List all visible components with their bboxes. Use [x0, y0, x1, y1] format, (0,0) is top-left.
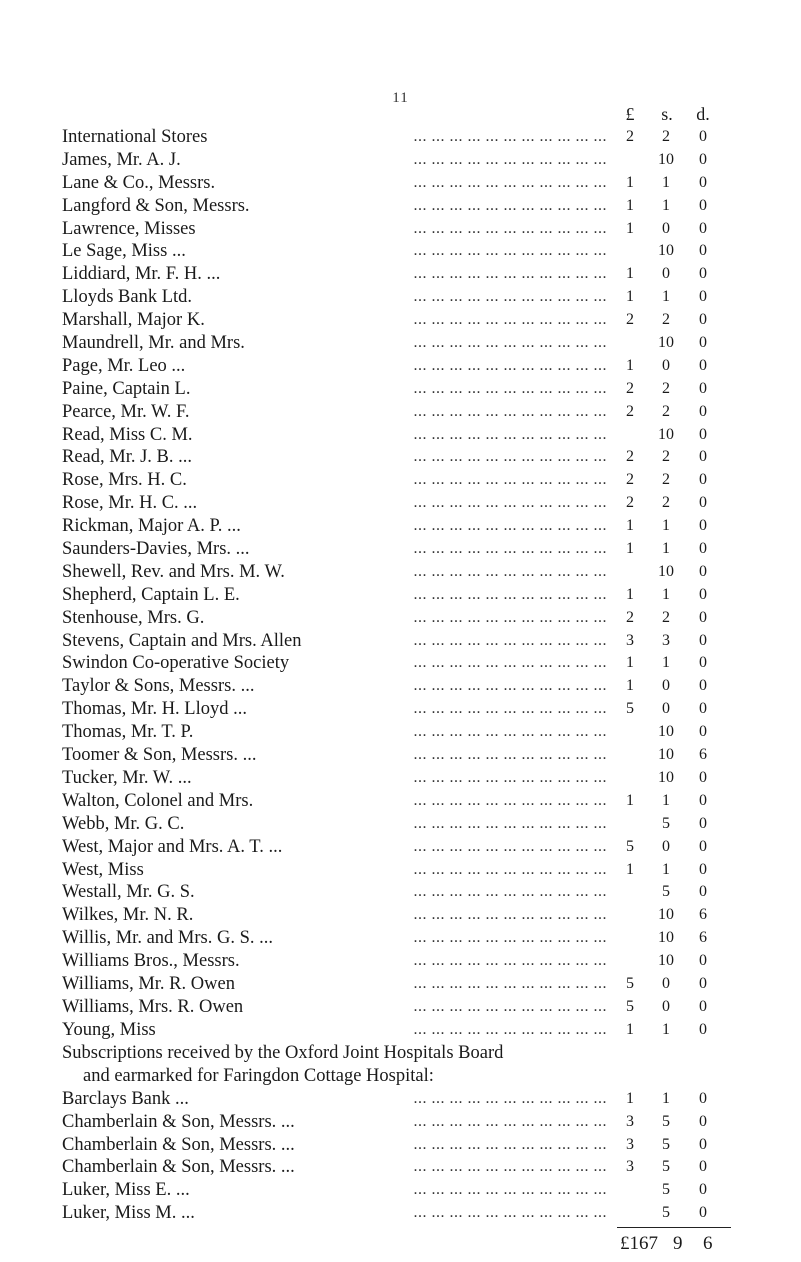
- subscriber-name: Taylor & Sons, Messrs. ...: [62, 676, 255, 697]
- pence-amount: 0: [699, 219, 707, 237]
- subscription-row: [62, 401, 792, 424]
- subscriber-name: Shewell, Rev. and Mrs. M. W.: [62, 561, 285, 582]
- shillings-amount: 10: [658, 334, 674, 352]
- pounds-amount: 1: [626, 677, 634, 695]
- dot-leader: ... ... ... ... ... ... ... ... ... ... ...: [413, 677, 607, 695]
- pence-amount: 0: [699, 814, 707, 832]
- shillings-amount: 0: [662, 265, 670, 283]
- pounds-amount: 3: [626, 1158, 634, 1176]
- dot-leader: ... ... ... ... ... ... ... ... ... ... ...: [413, 540, 607, 558]
- subscriber-name: West, Major and Mrs. A. T. ...: [62, 836, 283, 857]
- shillings-amount: 10: [658, 906, 674, 924]
- shillings-amount: 5: [662, 1158, 670, 1176]
- subscription-row: [62, 996, 792, 1019]
- subscriber-name: Swindon Co-operative Society: [62, 653, 290, 674]
- pounds-amount: 1: [626, 654, 634, 672]
- shillings-amount: 2: [662, 311, 670, 329]
- pence-amount: 0: [699, 1204, 707, 1222]
- pounds-amount: 1: [626, 585, 634, 603]
- dot-leader: ... ... ... ... ... ... ... ... ... ... ...: [413, 517, 607, 535]
- pounds-amount: 2: [626, 379, 634, 397]
- subscriber-list: [62, 126, 792, 1042]
- earmark-note-line-1: Subscriptions received by the Oxford Joint Hospitals Board: [62, 1043, 504, 1063]
- subscriber-name: Williams, Mrs. R. Owen: [62, 996, 244, 1017]
- total-rule: [617, 1227, 731, 1228]
- shillings-amount: 2: [662, 608, 670, 626]
- pence-amount: 0: [699, 494, 707, 512]
- pounds-column-heading: £: [625, 104, 635, 124]
- subscription-row: [62, 1111, 792, 1134]
- pounds-amount: 5: [626, 837, 634, 855]
- subscriber-name: Pearce, Mr. W. F.: [62, 401, 190, 422]
- subscription-row: [62, 240, 792, 263]
- shillings-amount: 1: [662, 1020, 670, 1038]
- subscriber-name: Wilkes, Mr. N. R.: [62, 905, 194, 926]
- subscription-row: [62, 1179, 792, 1202]
- dot-leader: ... ... ... ... ... ... ... ... ... ... ...: [413, 173, 607, 191]
- subscriber-name: Thomas, Mr. T. P.: [62, 722, 194, 743]
- pence-amount: 0: [699, 883, 707, 901]
- subscriber-name: Chamberlain & Son, Messrs. ...: [62, 1157, 295, 1178]
- subscriber-name: Williams Bros., Messrs.: [62, 951, 240, 972]
- total-shillings: 9: [673, 1233, 683, 1255]
- pence-amount: 0: [699, 150, 707, 168]
- dot-leader: ... ... ... ... ... ... ... ... ... ... ...: [413, 814, 607, 832]
- pence-amount: 0: [699, 654, 707, 672]
- subscriber-name: Maundrell, Mr. and Mrs.: [62, 333, 245, 354]
- pence-amount: 0: [699, 677, 707, 695]
- subscriber-name: Barclays Bank ...: [62, 1088, 189, 1109]
- subscription-row: [62, 744, 792, 767]
- shillings-amount: 1: [662, 654, 670, 672]
- shillings-amount: 0: [662, 700, 670, 718]
- dot-leader: ... ... ... ... ... ... ... ... ... ... ...: [413, 906, 607, 924]
- subscription-row: [62, 584, 792, 607]
- shillings-amount: 5: [662, 1112, 670, 1130]
- shillings-amount: 0: [662, 837, 670, 855]
- dot-leader: ... ... ... ... ... ... ... ... ... ... ...: [413, 265, 607, 283]
- subscription-row: [62, 652, 792, 675]
- dot-leader: ... ... ... ... ... ... ... ... ... ... ...: [413, 219, 607, 237]
- subscriber-name: Webb, Mr. G. C.: [62, 813, 185, 834]
- shillings-amount: 1: [662, 791, 670, 809]
- pounds-amount: 2: [626, 311, 634, 329]
- dot-leader: ... ... ... ... ... ... ... ... ... ... ...: [413, 471, 607, 489]
- subscriber-name: Langford & Son, Messrs.: [62, 195, 250, 216]
- subscription-row: [62, 1156, 792, 1179]
- pounds-amount: 2: [626, 471, 634, 489]
- subscription-row: [62, 1019, 792, 1042]
- subscriber-name: Rose, Mrs. H. C.: [62, 470, 187, 491]
- pence-amount: 0: [699, 425, 707, 443]
- subscriber-name: Le Sage, Miss ...: [62, 241, 186, 262]
- subscription-row: [62, 172, 792, 195]
- subscription-row: [62, 469, 792, 492]
- pounds-amount: 1: [626, 860, 634, 878]
- pence-amount: 0: [699, 356, 707, 374]
- subscription-row: [62, 446, 792, 469]
- pence-amount: 0: [699, 173, 707, 191]
- subscription-row: [62, 286, 792, 309]
- subscription-row: [62, 630, 792, 653]
- pence-amount: 6: [699, 746, 707, 764]
- pence-amount: 6: [699, 929, 707, 947]
- shillings-amount: 5: [662, 1181, 670, 1199]
- subscription-row: [62, 263, 792, 286]
- dot-leader: ... ... ... ... ... ... ... ... ... ... ...: [413, 631, 607, 649]
- subscriber-name: Stevens, Captain and Mrs. Allen: [62, 630, 302, 651]
- shillings-amount: 1: [662, 517, 670, 535]
- subscription-row: [62, 538, 792, 561]
- pounds-amount: 1: [626, 173, 634, 191]
- subscription-row: [62, 859, 792, 882]
- dot-leader: ... ... ... ... ... ... ... ... ... ... ...: [413, 883, 607, 901]
- subscriber-name: Toomer & Son, Messrs. ...: [62, 745, 257, 766]
- subscription-row: [62, 767, 792, 790]
- shillings-amount: 5: [662, 1135, 670, 1153]
- shillings-amount: 10: [658, 562, 674, 580]
- subscriber-name: Luker, Miss M. ...: [62, 1203, 195, 1224]
- subscriber-name: Saunders-Davies, Mrs. ...: [62, 539, 250, 560]
- shillings-amount: 10: [658, 425, 674, 443]
- shillings-amount: 10: [658, 929, 674, 947]
- pounds-amount: 3: [626, 1135, 634, 1153]
- subscriber-name: Stenhouse, Mrs. G.: [62, 607, 205, 628]
- pence-amount: 0: [699, 997, 707, 1015]
- dot-leader: ... ... ... ... ... ... ... ... ... ... ...: [413, 952, 607, 970]
- grand-total: [617, 1231, 731, 1257]
- pounds-amount: 1: [626, 265, 634, 283]
- shillings-amount: 1: [662, 860, 670, 878]
- subscriber-name: International Stores: [62, 127, 208, 147]
- pounds-amount: 3: [626, 631, 634, 649]
- shillings-amount: 5: [662, 883, 670, 901]
- subscription-row: [62, 355, 792, 378]
- earmarked-subscriber-list: [62, 1088, 792, 1225]
- pence-amount: 0: [699, 196, 707, 214]
- pounds-amount: 1: [626, 356, 634, 374]
- subscription-row: [62, 309, 792, 332]
- subscriber-name: Shepherd, Captain L. E.: [62, 584, 240, 605]
- pence-amount: 0: [699, 1112, 707, 1130]
- dot-leader: ... ... ... ... ... ... ... ... ... ... ...: [413, 1112, 607, 1130]
- shillings-amount: 10: [658, 746, 674, 764]
- dot-leader: ... ... ... ... ... ... ... ... ... ... ...: [413, 494, 607, 512]
- pence-amount: 0: [699, 448, 707, 466]
- dot-leader: ... ... ... ... ... ... ... ... ... ... ...: [413, 585, 607, 603]
- subscriber-name: Lawrence, Misses: [62, 218, 196, 239]
- shillings-amount: 1: [662, 585, 670, 603]
- shillings-amount: 5: [662, 814, 670, 832]
- shillings-amount: 0: [662, 997, 670, 1015]
- pence-amount: 0: [699, 128, 707, 145]
- dot-leader: ... ... ... ... ... ... ... ... ... ... ...: [413, 334, 607, 352]
- dot-leader: ... ... ... ... ... ... ... ... ... ... ...: [413, 860, 607, 878]
- shillings-amount: 10: [658, 242, 674, 260]
- pence-amount: 0: [699, 288, 707, 306]
- pounds-amount: 2: [626, 128, 634, 145]
- pence-amount: 0: [699, 768, 707, 786]
- pence-amount: 0: [699, 562, 707, 580]
- pounds-amount: 5: [626, 997, 634, 1015]
- subscription-row: [62, 973, 792, 996]
- subscription-row: [62, 332, 792, 355]
- pounds-amount: 2: [626, 608, 634, 626]
- pence-amount: 0: [699, 1181, 707, 1199]
- dot-leader: ... ... ... ... ... ... ... ... ... ... ...: [413, 150, 607, 168]
- pounds-amount: 1: [626, 791, 634, 809]
- subscription-row: [62, 195, 792, 218]
- shillings-amount: 2: [662, 402, 670, 420]
- pounds-amount: 1: [626, 219, 634, 237]
- subscriber-name: Read, Miss C. M.: [62, 424, 193, 445]
- pence-amount: 0: [699, 402, 707, 420]
- dot-leader: ... ... ... ... ... ... ... ... ... ... ...: [413, 356, 607, 374]
- dot-leader: ... ... ... ... ... ... ... ... ... ... ...: [413, 746, 607, 764]
- shillings-amount: 10: [658, 723, 674, 741]
- shillings-amount: 1: [662, 196, 670, 214]
- subscription-row: [62, 881, 792, 904]
- page-number: 11: [392, 90, 409, 106]
- subscriber-name: Williams, Mr. R. Owen: [62, 973, 235, 994]
- dot-leader: ... ... ... ... ... ... ... ... ... ... ...: [413, 837, 607, 855]
- subscriber-name: Westall, Mr. G. S.: [62, 882, 195, 903]
- pence-amount: 0: [699, 265, 707, 283]
- pence-amount: 0: [699, 311, 707, 329]
- pounds-amount: 1: [626, 540, 634, 558]
- subscriber-name: Lloyds Bank Ltd.: [62, 287, 193, 308]
- subscription-row: [62, 790, 792, 813]
- dot-leader: ... ... ... ... ... ... ... ... ... ... ...: [413, 425, 607, 443]
- pence-amount: 0: [699, 723, 707, 741]
- shillings-amount: 1: [662, 1089, 670, 1107]
- dot-leader: ... ... ... ... ... ... ... ... ... ... ...: [413, 791, 607, 809]
- pence-amount: 0: [699, 860, 707, 878]
- subscriber-name: Paine, Captain L.: [62, 378, 191, 399]
- subscriber-name: Marshall, Major K.: [62, 310, 205, 331]
- subscription-row: [62, 424, 792, 447]
- dot-leader: ... ... ... ... ... ... ... ... ... ... ...: [413, 700, 607, 718]
- dot-leader: ... ... ... ... ... ... ... ... ... ... ...: [413, 402, 607, 420]
- shillings-amount: 10: [658, 952, 674, 970]
- subscriber-name: Lane & Co., Messrs.: [62, 172, 216, 193]
- subscription-row: [62, 1088, 792, 1111]
- pounds-amount: 1: [626, 196, 634, 214]
- subscriber-name: Chamberlain & Son, Messrs. ...: [62, 1111, 295, 1132]
- pence-amount: 0: [699, 631, 707, 649]
- dot-leader: ... ... ... ... ... ... ... ... ... ... ...: [413, 196, 607, 214]
- subscription-row: [62, 836, 792, 859]
- dot-leader: ... ... ... ... ... ... ... ... ... ... ...: [413, 608, 607, 626]
- pounds-amount: 1: [626, 1089, 634, 1107]
- shillings-amount: 2: [662, 448, 670, 466]
- pence-amount: 0: [699, 837, 707, 855]
- shillings-amount: 1: [662, 173, 670, 191]
- pence-amount: 0: [699, 517, 707, 535]
- pounds-amount: 3: [626, 1112, 634, 1130]
- pence-amount: 0: [699, 1135, 707, 1153]
- pence-amount: 0: [699, 700, 707, 718]
- pounds-amount: 5: [626, 974, 634, 992]
- subscription-row: [62, 218, 792, 241]
- pence-amount: 6: [699, 906, 707, 924]
- pence-amount: 0: [699, 334, 707, 352]
- dot-leader: ... ... ... ... ... ... ... ... ... ... ...: [413, 929, 607, 947]
- dot-leader: ... ... ... ... ... ... ... ... ... ... ...: [413, 974, 607, 992]
- shillings-amount: 5: [662, 1204, 670, 1222]
- total-pence: 6: [703, 1233, 713, 1255]
- pounds-amount: 1: [626, 517, 634, 535]
- pounds-amount: 1: [626, 1020, 634, 1038]
- dot-leader: ... ... ... ... ... ... ... ... ... ... ...: [413, 1089, 607, 1107]
- shillings-amount: 10: [658, 768, 674, 786]
- subscription-row: [62, 675, 792, 698]
- subscription-row: [62, 698, 792, 721]
- pence-amount: 0: [699, 1089, 707, 1107]
- pence-amount: 0: [699, 974, 707, 992]
- shillings-amount: 0: [662, 677, 670, 695]
- subscription-row: [62, 561, 792, 584]
- pounds-amount: 2: [626, 402, 634, 420]
- subscription-row: [62, 149, 792, 172]
- earmark-note-line-2: and earmarked for Faringdon Cottage Hospital:: [83, 1065, 434, 1086]
- dot-leader: ... ... ... ... ... ... ... ... ... ... ...: [413, 562, 607, 580]
- dot-leader: ... ... ... ... ... ... ... ... ... ... ...: [413, 768, 607, 786]
- pence-amount: 0: [699, 585, 707, 603]
- pence-amount: 0: [699, 379, 707, 397]
- subscriber-name: James, Mr. A. J.: [62, 149, 181, 170]
- shillings-amount: 1: [662, 288, 670, 306]
- pence-column-heading: d.: [696, 104, 710, 124]
- shillings-amount: 0: [662, 219, 670, 237]
- subscriber-name: Read, Mr. J. B. ...: [62, 447, 193, 468]
- shillings-amount: 0: [662, 974, 670, 992]
- pence-amount: 0: [699, 1158, 707, 1176]
- dot-leader: ... ... ... ... ... ... ... ... ... ... ...: [413, 1204, 607, 1222]
- dot-leader: ... ... ... ... ... ... ... ... ... ... ...: [413, 128, 607, 145]
- dot-leader: ... ... ... ... ... ... ... ... ... ... ...: [413, 1181, 607, 1199]
- subscriber-name: Rose, Mr. H. C. ...: [62, 493, 198, 514]
- pounds-amount: 2: [626, 448, 634, 466]
- subscriber-name: Tucker, Mr. W. ...: [62, 767, 192, 788]
- dot-leader: ... ... ... ... ... ... ... ... ... ... ...: [413, 242, 607, 260]
- pence-amount: 0: [699, 1020, 707, 1038]
- subscriber-name: Young, Miss: [62, 1019, 156, 1040]
- dot-leader: ... ... ... ... ... ... ... ... ... ... ...: [413, 723, 607, 741]
- subscriber-name: Walton, Colonel and Mrs.: [62, 790, 254, 811]
- subscription-row: [62, 1202, 792, 1225]
- dot-leader: ... ... ... ... ... ... ... ... ... ... ...: [413, 997, 607, 1015]
- pence-amount: 0: [699, 608, 707, 626]
- subscription-row: [62, 813, 792, 836]
- subscription-row: [62, 515, 792, 538]
- shillings-amount: 10: [658, 150, 674, 168]
- subscriber-name: Rickman, Major A. P. ...: [62, 516, 241, 537]
- pence-amount: 0: [699, 242, 707, 260]
- dot-leader: ... ... ... ... ... ... ... ... ... ... ...: [413, 1158, 607, 1176]
- dot-leader: ... ... ... ... ... ... ... ... ... ... ...: [413, 1135, 607, 1153]
- shillings-amount: 2: [662, 471, 670, 489]
- subscription-row: [62, 1134, 792, 1157]
- shillings-amount: 2: [662, 494, 670, 512]
- dot-leader: ... ... ... ... ... ... ... ... ... ... ...: [413, 379, 607, 397]
- subscriber-name: Luker, Miss E. ...: [62, 1180, 190, 1201]
- dot-leader: ... ... ... ... ... ... ... ... ... ... ...: [413, 654, 607, 672]
- subscription-row: [62, 950, 792, 973]
- total-pounds: £167: [620, 1233, 658, 1255]
- subscriber-name: Page, Mr. Leo ...: [62, 355, 186, 376]
- subscription-row: [62, 904, 792, 927]
- pence-amount: 0: [699, 791, 707, 809]
- subscription-row: [62, 492, 792, 515]
- dot-leader: ... ... ... ... ... ... ... ... ... ... ...: [413, 311, 607, 329]
- shillings-column-heading: s.: [661, 104, 673, 124]
- subscriber-name: Chamberlain & Son, Messrs. ...: [62, 1134, 295, 1155]
- shillings-amount: 1: [662, 540, 670, 558]
- shillings-amount: 3: [662, 631, 670, 649]
- dot-leader: ... ... ... ... ... ... ... ... ... ... ...: [413, 1020, 607, 1038]
- shillings-amount: 0: [662, 356, 670, 374]
- subscriber-name: Thomas, Mr. H. Lloyd ...: [62, 699, 247, 720]
- subscriber-name: Willis, Mr. and Mrs. G. S. ...: [62, 928, 273, 949]
- dot-leader: ... ... ... ... ... ... ... ... ... ... ...: [413, 448, 607, 466]
- pounds-amount: 2: [626, 494, 634, 512]
- pounds-amount: 5: [626, 700, 634, 718]
- subscription-row: [62, 607, 792, 630]
- pence-amount: 0: [699, 952, 707, 970]
- shillings-amount: 2: [662, 128, 670, 145]
- shillings-amount: 2: [662, 379, 670, 397]
- pence-amount: 0: [699, 540, 707, 558]
- subscription-row: [62, 126, 792, 149]
- subscription-row: [62, 927, 792, 950]
- subscription-row: [62, 378, 792, 401]
- pence-amount: 0: [699, 471, 707, 489]
- dot-leader: ... ... ... ... ... ... ... ... ... ... ...: [413, 288, 607, 306]
- pounds-amount: 1: [626, 288, 634, 306]
- subscriber-name: West, Miss: [62, 859, 144, 880]
- subscriber-name: Liddiard, Mr. F. H. ...: [62, 264, 221, 285]
- subscription-row: [62, 721, 792, 744]
